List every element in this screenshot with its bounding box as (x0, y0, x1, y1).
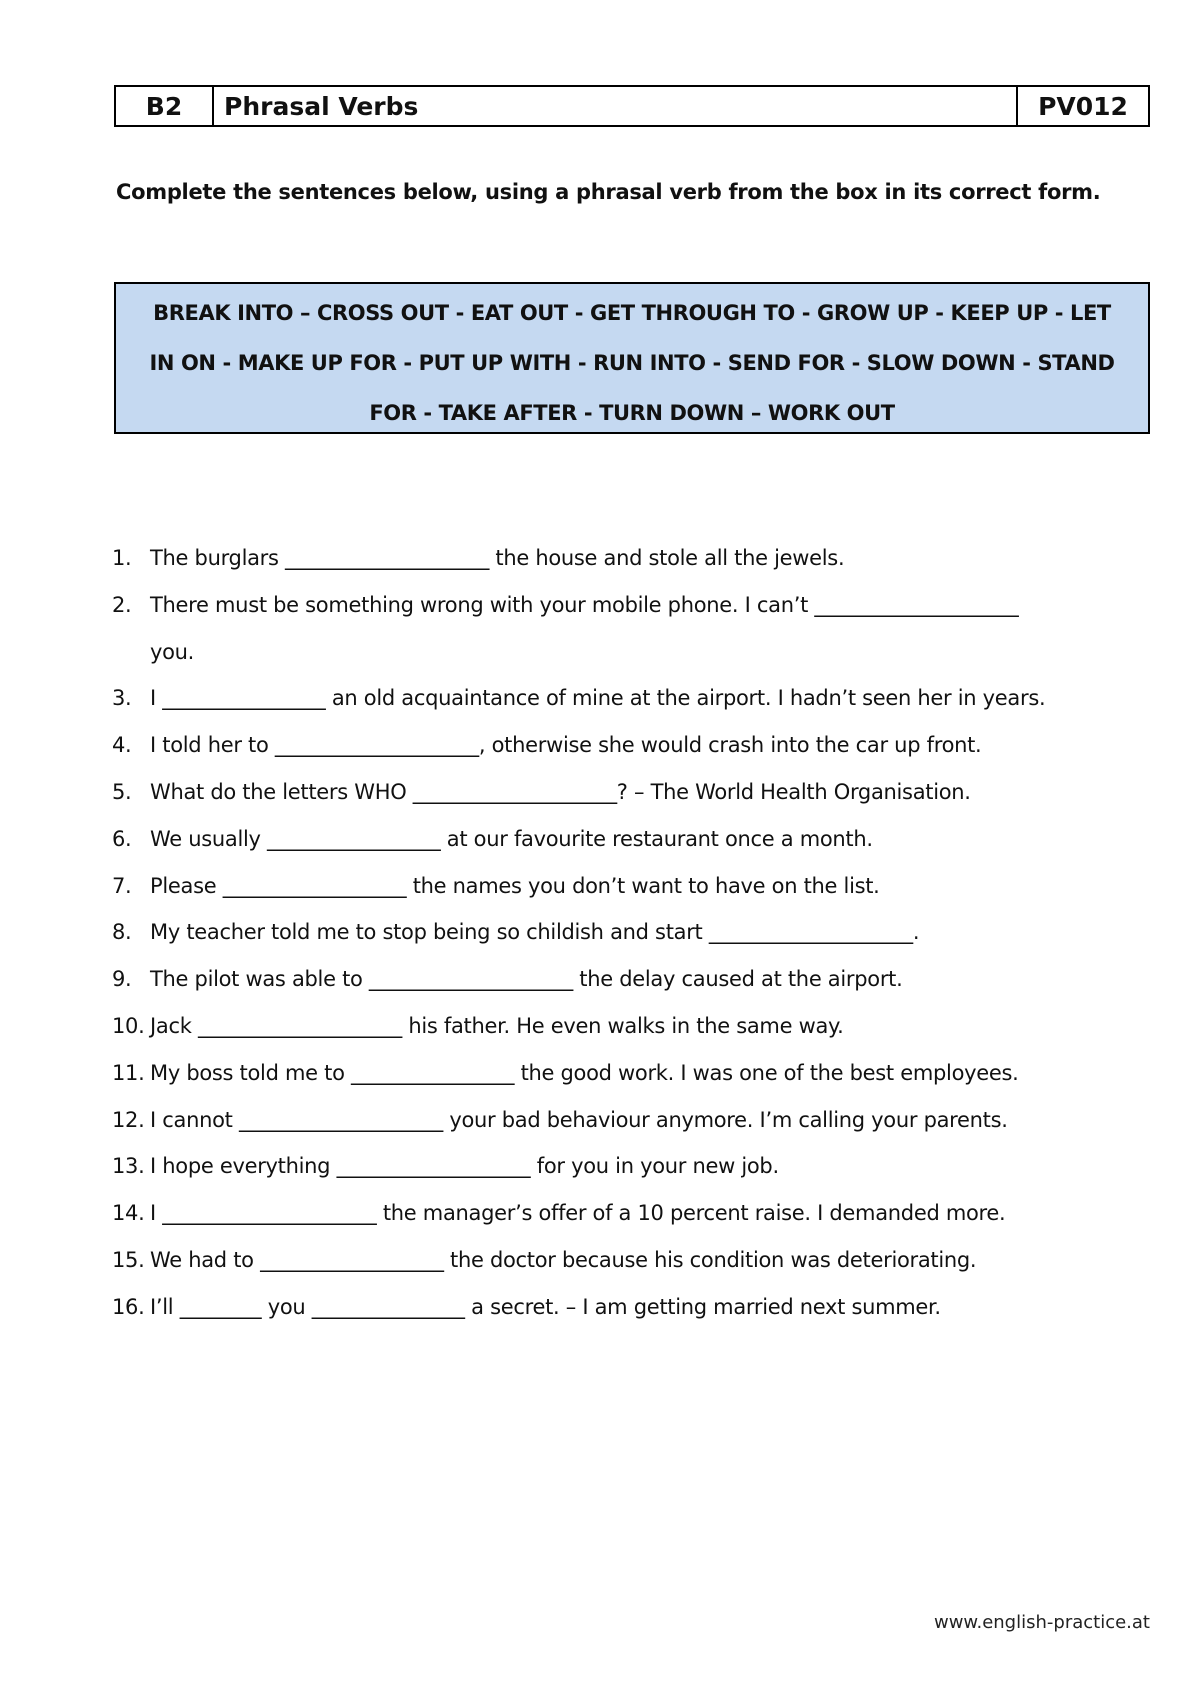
sentence-text: Please __________________ the names you don’t want to have on the list. (150, 873, 880, 898)
sentence-text: I ________________ an old acquaintance of mine at the airport. I hadn’t seen her in years. (150, 686, 1046, 711)
sentence-text: The pilot was able to ____________________ the delay caused at the airport. (150, 967, 903, 992)
phrasal-verb-box (114, 282, 1150, 434)
sentence-text: Jack ____________________ his father. He even walks in the same way. (150, 1013, 844, 1038)
sentence-text: We had to __________________ the doctor because his condition was deteriorating. (150, 1247, 977, 1272)
sentence-number: 12. (112, 1107, 145, 1132)
sentence-item (112, 816, 1162, 863)
sentence-item (112, 535, 1162, 582)
sentence-item (112, 909, 1162, 956)
sentence-item (112, 675, 1162, 722)
sentence-text: I cannot ____________________ your bad behaviour anymore. I’m calling your parents. (150, 1107, 1008, 1132)
sentence-item (112, 863, 1162, 910)
sentence-number: 3. (112, 686, 132, 711)
sentence-item (112, 1190, 1162, 1237)
sentence-text: There must be something wrong with your mobile phone. I can’t ____________________ (150, 592, 1019, 617)
sentence-text: What do the letters WHO ____________________? – The World Health Organisation. (150, 779, 971, 804)
sentence-number: 5. (112, 779, 132, 804)
sentence-text: I hope everything ___________________ for you in your new job. (150, 1154, 779, 1179)
sentence-number: 14. (112, 1201, 145, 1226)
sentence-number: 1. (112, 546, 132, 570)
sentence-item (112, 722, 1162, 769)
sentence-item (112, 769, 1162, 816)
sentence-item (112, 1050, 1162, 1097)
sentence-number: 16. (112, 1294, 145, 1319)
sentence-item (112, 1237, 1162, 1284)
sentence-number: 10. (112, 1013, 145, 1038)
sentence-number: 4. (112, 733, 132, 758)
sentence-number: 2. (112, 592, 132, 617)
sentence-number: 8. (112, 920, 132, 945)
sentence-text: I’ll ________ you _______________ a secret. – I am getting married next summer. (150, 1294, 941, 1319)
sentence-number: 7. (112, 873, 132, 898)
sentence-item (112, 582, 1162, 676)
sentence-text: I told her to ____________________, otherwise she would crash into the car up front. (150, 733, 982, 758)
sentence-item (112, 1143, 1162, 1190)
word-box-line: BREAK INTO – CROSS OUT - EAT OUT - GET THROUGH TO - GROW UP - KEEP UP - LET (153, 301, 1111, 325)
sentence-text: My teacher told me to stop being so childish and start ____________________. (150, 920, 920, 945)
sentence-number: 13. (112, 1154, 145, 1179)
sentence-text: The burglars ____________________ the house and stole all the jewels. (150, 546, 845, 570)
sentence-list (112, 535, 1162, 1331)
level-label: B2 (116, 87, 214, 125)
header-table (114, 85, 1150, 127)
word-box-line: IN ON - MAKE UP FOR - PUT UP WITH - RUN INTO - SEND FOR - SLOW DOWN - STAND (149, 351, 1115, 375)
sentence-continuation: you. (150, 639, 195, 664)
worksheet-code: PV012 (1038, 91, 1128, 121)
sentence-item (112, 956, 1162, 1003)
sentence-item (112, 1003, 1162, 1050)
worksheet-title: Phrasal Verbs (214, 87, 1018, 125)
sentence-item (112, 1097, 1162, 1144)
sentence-number: 9. (112, 967, 132, 992)
sentence-text: My boss told me to ________________ the good work. I was one of the best employees. (150, 1060, 1019, 1085)
sentence-text: We usually _________________ at our favourite restaurant once a month. (150, 826, 873, 851)
sentence-number: 11. (112, 1060, 145, 1085)
sentence-number: 15. (112, 1247, 145, 1272)
instructions: Complete the sentences below, using a phrasal verb from the box in its correct form. (116, 180, 1101, 204)
sentence-item (112, 1284, 1162, 1331)
footer-website: www.english-practice.at (933, 1612, 1150, 1633)
word-box-line: FOR - TAKE AFTER - TURN DOWN – WORK OUT (369, 401, 895, 425)
sentence-text: I _____________________ the manager’s offer of a 10 percent raise. I demanded more. (150, 1201, 1006, 1226)
sentence-number: 6. (112, 826, 132, 851)
